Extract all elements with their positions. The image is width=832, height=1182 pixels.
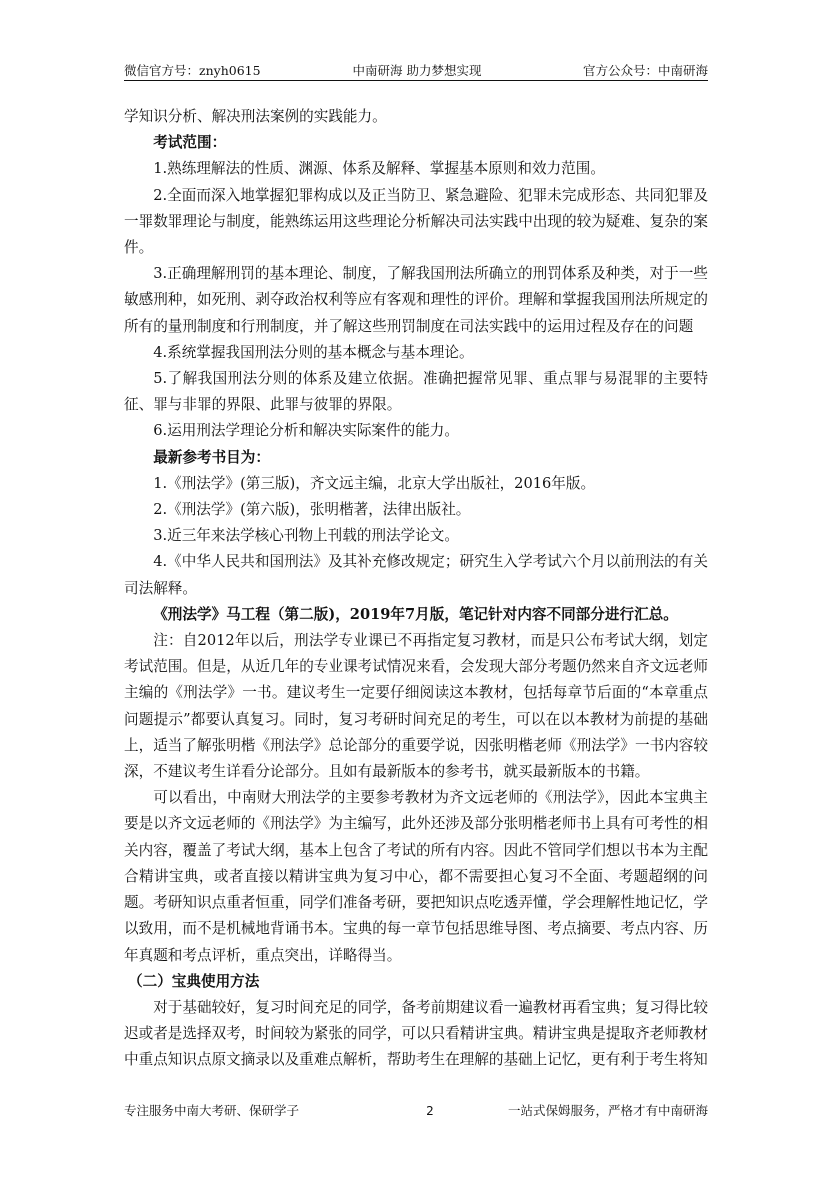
scope-item-6: 6.运用刑法学理论分析和解决实际案件的能力。 — [153, 422, 459, 440]
header-wechat-id: 微信官方号：znyh0615 — [124, 63, 261, 78]
page-header — [124, 62, 708, 80]
page-footer — [124, 1102, 708, 1120]
usage-paragraph: 对于基础较好，复习时间充足的同学，备考前期建议看一遍教材再看宝典；复习得比较迟或者是选择双考，时间较为紧张的同学，可以只看精讲宝典。精讲宝典是提取齐老师教材中重点知识点原文摘录以及重难点解析，帮助考生在理解的基础上记忆，更有利于考生将知 — [124, 998, 708, 1069]
note-paragraph: 注：自2012年以后，刑法学专业课已不再指定复习教材，而是只公布考试大纲，划定考试范围。但是，从近几年的专业课考试情况来看，会发现大部分考题仍然来自齐文远老师主编的《刑法学》一书。建议考生一定要仔细阅读这本教材，包括每章节后面的“本章重点问题提示”都要认真复习。同时，复习考研时间充足的考生，可以在以本教材为前提的基础上，适当了解张明楷《刑法学》总论部分的重要学说，因张明楷老师《刑法学》一书内容较深，不建议考生详看分论部分。且如有最新版本的参考书，就买最新版本的书籍。 — [124, 632, 708, 781]
scope-item-5: 5.了解我国刑法分则的体系及建立依据。准确把握常见罪、重点罪与易混罪的主要特征、罪与非罪的界限、此罪与彼罪的界限。 — [124, 370, 708, 414]
section-2-heading: （二）宝典使用方法 — [128, 972, 260, 990]
reference-book-4: 4.《中华人民共和国刑法》及其补充修改规定；研究生入学考试六个月以前刑法的有关司法解释。 — [124, 553, 708, 597]
scope-item-1: 1.熟练理解法的性质、渊源、体系及解释、掌握基本原则和效力范围。 — [153, 160, 605, 178]
reference-book-2: 2.《刑法学》(第六版)，张明楷著，法律出版社。 — [153, 501, 471, 519]
footer-tagline-left: 专注服务中南大考研、保研学子 — [124, 1103, 300, 1118]
overview-paragraph: 可以看出，中南财大刑法学的主要参考教材为齐文远老师的《刑法学》，因此本宝典主要是以齐文远老师的《刑法学》为主编写，此外还涉及部分张明楷老师书上具有可考性的相关内容，覆盖了考试大纲，基本上包含了考试的所有内容。因此不管同学们想以书本为主配合精讲宝典，或者直接以精讲宝典为复习中心，都不需要担心复习不全面、考题超纲的问题。考研知识点重者恒重，同学们准备考研，要把知识点吃透弄懂，学会理解性地记忆，学以致用，而不是机械地背诵书本。宝典的每一章节包括思维导图、考点摘要、考点内容、历年真题和考点评析，重点突出，详略得当。 — [124, 789, 708, 964]
scope-item-3: 3.正确理解刑罚的基本理论、制度，了解我国刑法所确立的刑罚体系及种类，对于一些敏感刑种，如死刑、剥夺政治权利等应有客观和理性的评价。理解和掌握我国刑法所规定的所有的量刑制度和行刑制度，并了解这些刑罚制度在司法实践中的运用过程及存在的问题 — [124, 265, 708, 335]
page-number: 2 — [426, 1104, 434, 1118]
notes-summary-line: 《刑法学》马工程（第二版)，2019年7月版，笔记针对内容不同部分进行汇总。 — [153, 605, 678, 623]
header-divider — [124, 80, 708, 81]
scope-item-4: 4.系统掌握我国刑法分则的基本概念与基本理论。 — [153, 343, 474, 361]
footer-tagline-right: 一站式保姆服务，严格才有中南研海 — [507, 1103, 708, 1118]
scope-item-2: 2.全面而深入地掌握犯罪构成以及正当防卫、紧急避险、犯罪未完成形态、共同犯罪及一罪数罪理论与制度，能熟练运用这些理论分析解决司法实践中出现的较为疑难、复杂的案件。 — [124, 186, 708, 257]
document-body — [124, 104, 708, 1074]
header-official-account: 官方公众号：中南研海 — [582, 63, 708, 78]
reference-book-3: 3.近三年来法学核心刊物上刊载的刑法学论文。 — [153, 527, 459, 545]
reference-book-1: 1.《刑法学》(第三版)，齐文远主编，北京大学出版社，2016年版。 — [153, 474, 596, 492]
exam-scope-heading: 考试范围： — [153, 134, 227, 152]
reference-books-heading: 最新参考书目为： — [153, 448, 270, 466]
paragraph-intro-tail: 学知识分析、解决刑法案例的实践能力。 — [124, 108, 387, 125]
header-slogan: 中南研海 助力梦想实现 — [352, 63, 482, 78]
